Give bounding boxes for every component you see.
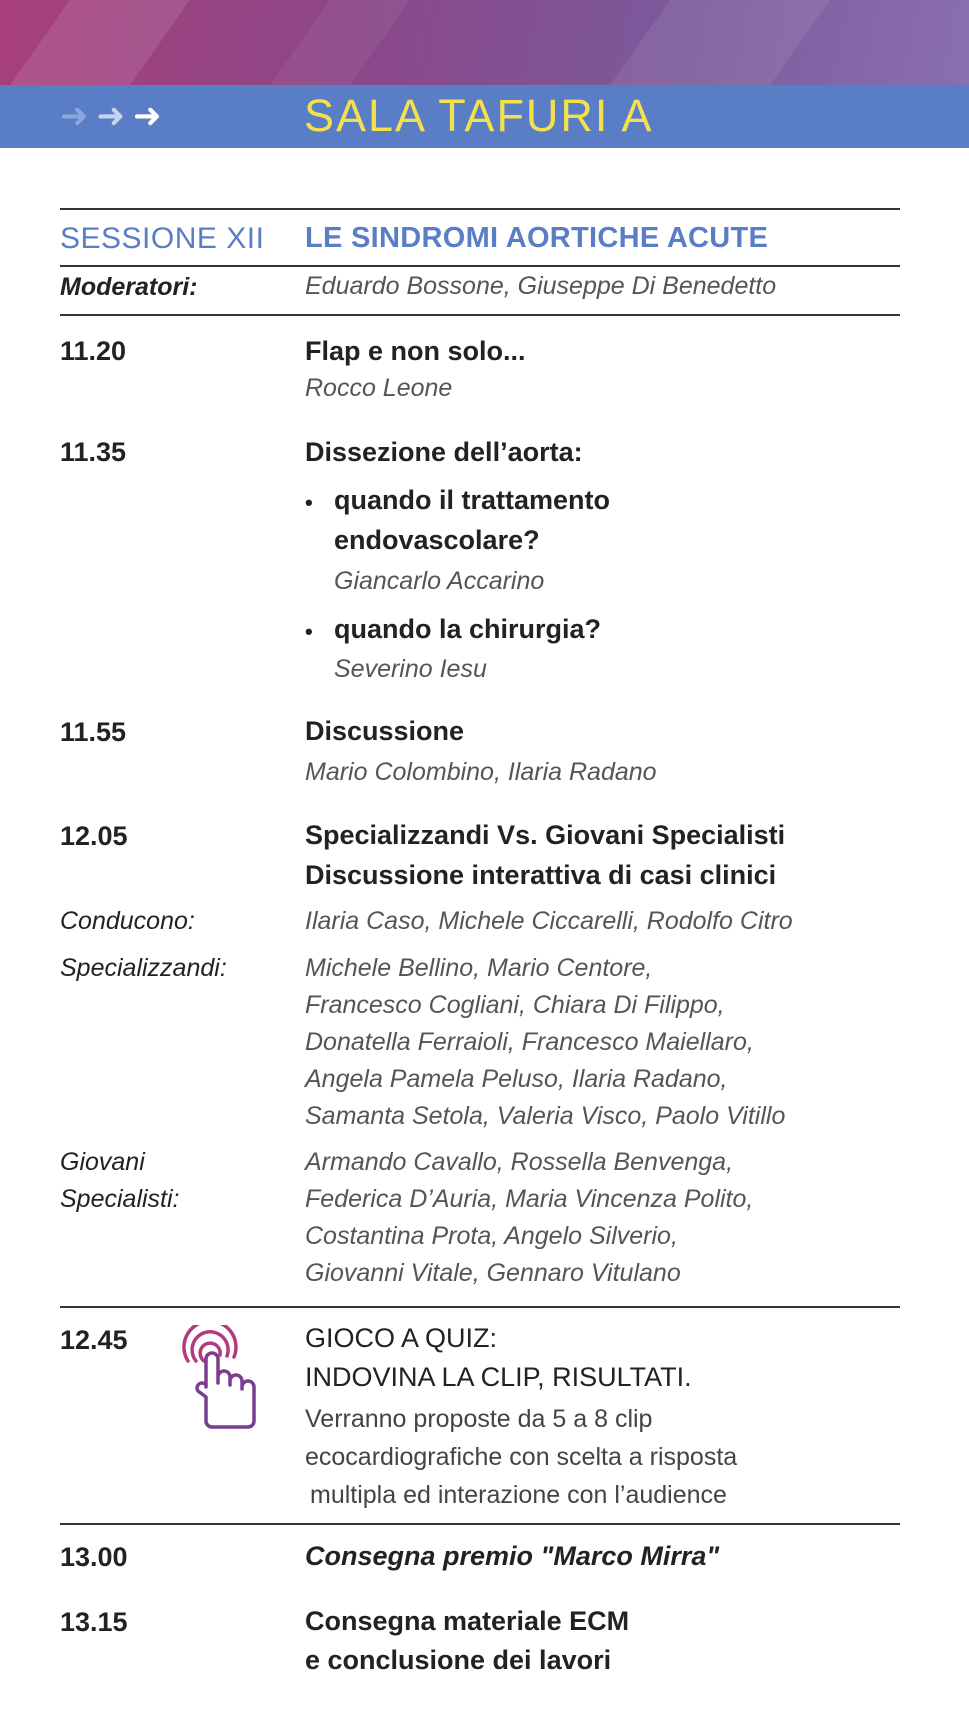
name-line: Donatella Ferraioli, Francesco Maiellaro,: [305, 1028, 754, 1056]
header-banner: [0, 0, 969, 85]
talk-title: Flap e non solo...: [305, 336, 526, 366]
arrows-decoration: [60, 97, 162, 135]
divider: [60, 314, 900, 316]
arrow-right-icon: ➜: [96, 97, 125, 135]
conducono-names: Ilaria Caso, Michele Ciccarelli, Rodolfo Citro: [305, 907, 793, 935]
time-slot: 11.55: [60, 717, 127, 747]
desc-line: ecocardiografiche con scelta a risposta: [305, 1443, 738, 1471]
name-line: Costantina Prota, Angelo Silverio,: [305, 1222, 678, 1250]
moderators-label: Moderatori:: [60, 273, 198, 301]
quiz-title: GIOCO A QUIZ:: [305, 1323, 498, 1353]
arrow-right-icon: ➜: [133, 97, 162, 135]
speaker: Mario Colombino, Ilaria Radano: [305, 758, 657, 786]
room-title: SALA TAFURI A: [304, 90, 654, 141]
giovani-names: [305, 1144, 753, 1292]
talk-title: Consegna materiale ECM: [305, 1606, 630, 1636]
quiz-description: [305, 1400, 737, 1514]
time-slot: 11.20: [60, 336, 127, 366]
divider: [60, 1523, 900, 1525]
room-title-bar: [0, 85, 969, 148]
divider: [60, 208, 900, 210]
speaker: Severino Iesu: [334, 655, 487, 683]
divider: [60, 265, 900, 267]
sub-talk-title: endovascolare?: [334, 525, 540, 555]
time-slot: 13.00: [60, 1542, 128, 1572]
divider: [60, 1306, 900, 1308]
name-line: Samanta Setola, Valeria Visco, Paolo Vitillo: [305, 1102, 786, 1130]
speaker: Giancarlo Accarino: [334, 567, 545, 595]
bullet-icon: •: [305, 619, 313, 644]
time-slot: 11.35: [60, 437, 127, 467]
sub-talk-title: quando il trattamento: [334, 485, 610, 515]
talk-title: Dissezione dell’aorta:: [305, 437, 583, 467]
name-line: Giovanni Vitale, Gennaro Vitulano: [305, 1259, 681, 1287]
time-slot: 13.15: [60, 1607, 128, 1637]
name-line: Angela Pamela Peluso, Ilaria Radano,: [305, 1065, 728, 1093]
name-line: Armando Cavallo, Rossella Benvenga,: [305, 1148, 734, 1176]
talk-title: Consegna premio "Marco Mirra": [305, 1541, 720, 1571]
name-line: Federica D’Auria, Maria Vincenza Polito,: [305, 1185, 754, 1213]
specializzandi-names: [305, 950, 785, 1135]
desc-line: Verranno proposte da 5 a 8 clip: [305, 1405, 653, 1433]
desc-line: multipla ed interazione con l’audience: [310, 1481, 727, 1509]
conducono-label: Conducono:: [60, 907, 195, 935]
talk-title: Discussione interattiva di casi clinici: [305, 860, 777, 890]
arrow-right-icon: ➜: [60, 97, 89, 135]
session-title: LE SINDROMI AORTICHE ACUTE: [305, 222, 769, 254]
name-line: Michele Bellino, Mario Centore,: [305, 954, 653, 982]
touch-tap-icon: [178, 1325, 264, 1431]
giovani-label: Specialisti:: [60, 1185, 180, 1213]
giovani-label: Giovani: [60, 1148, 145, 1176]
bullet-icon: •: [305, 490, 313, 515]
moderators-names: Eduardo Bossone, Giuseppe Di Benedetto: [305, 272, 777, 300]
name-line: Francesco Cogliani, Chiara Di Filippo,: [305, 991, 725, 1019]
session-label: SESSIONE XII: [60, 222, 265, 255]
specializzandi-label: Specializzandi:: [60, 954, 227, 982]
speaker: Rocco Leone: [305, 374, 453, 402]
talk-title: e conclusione dei lavori: [305, 1645, 612, 1675]
quiz-title: INDOVINA LA CLIP, RISULTATI.: [305, 1362, 692, 1392]
time-slot: 12.45: [60, 1325, 128, 1355]
sub-talk-title: quando la chirurgia?: [334, 614, 602, 644]
talk-title: Discussione: [305, 716, 465, 746]
talk-title: Specializzandi Vs. Giovani Specialisti: [305, 820, 786, 850]
time-slot: 12.05: [60, 821, 128, 851]
